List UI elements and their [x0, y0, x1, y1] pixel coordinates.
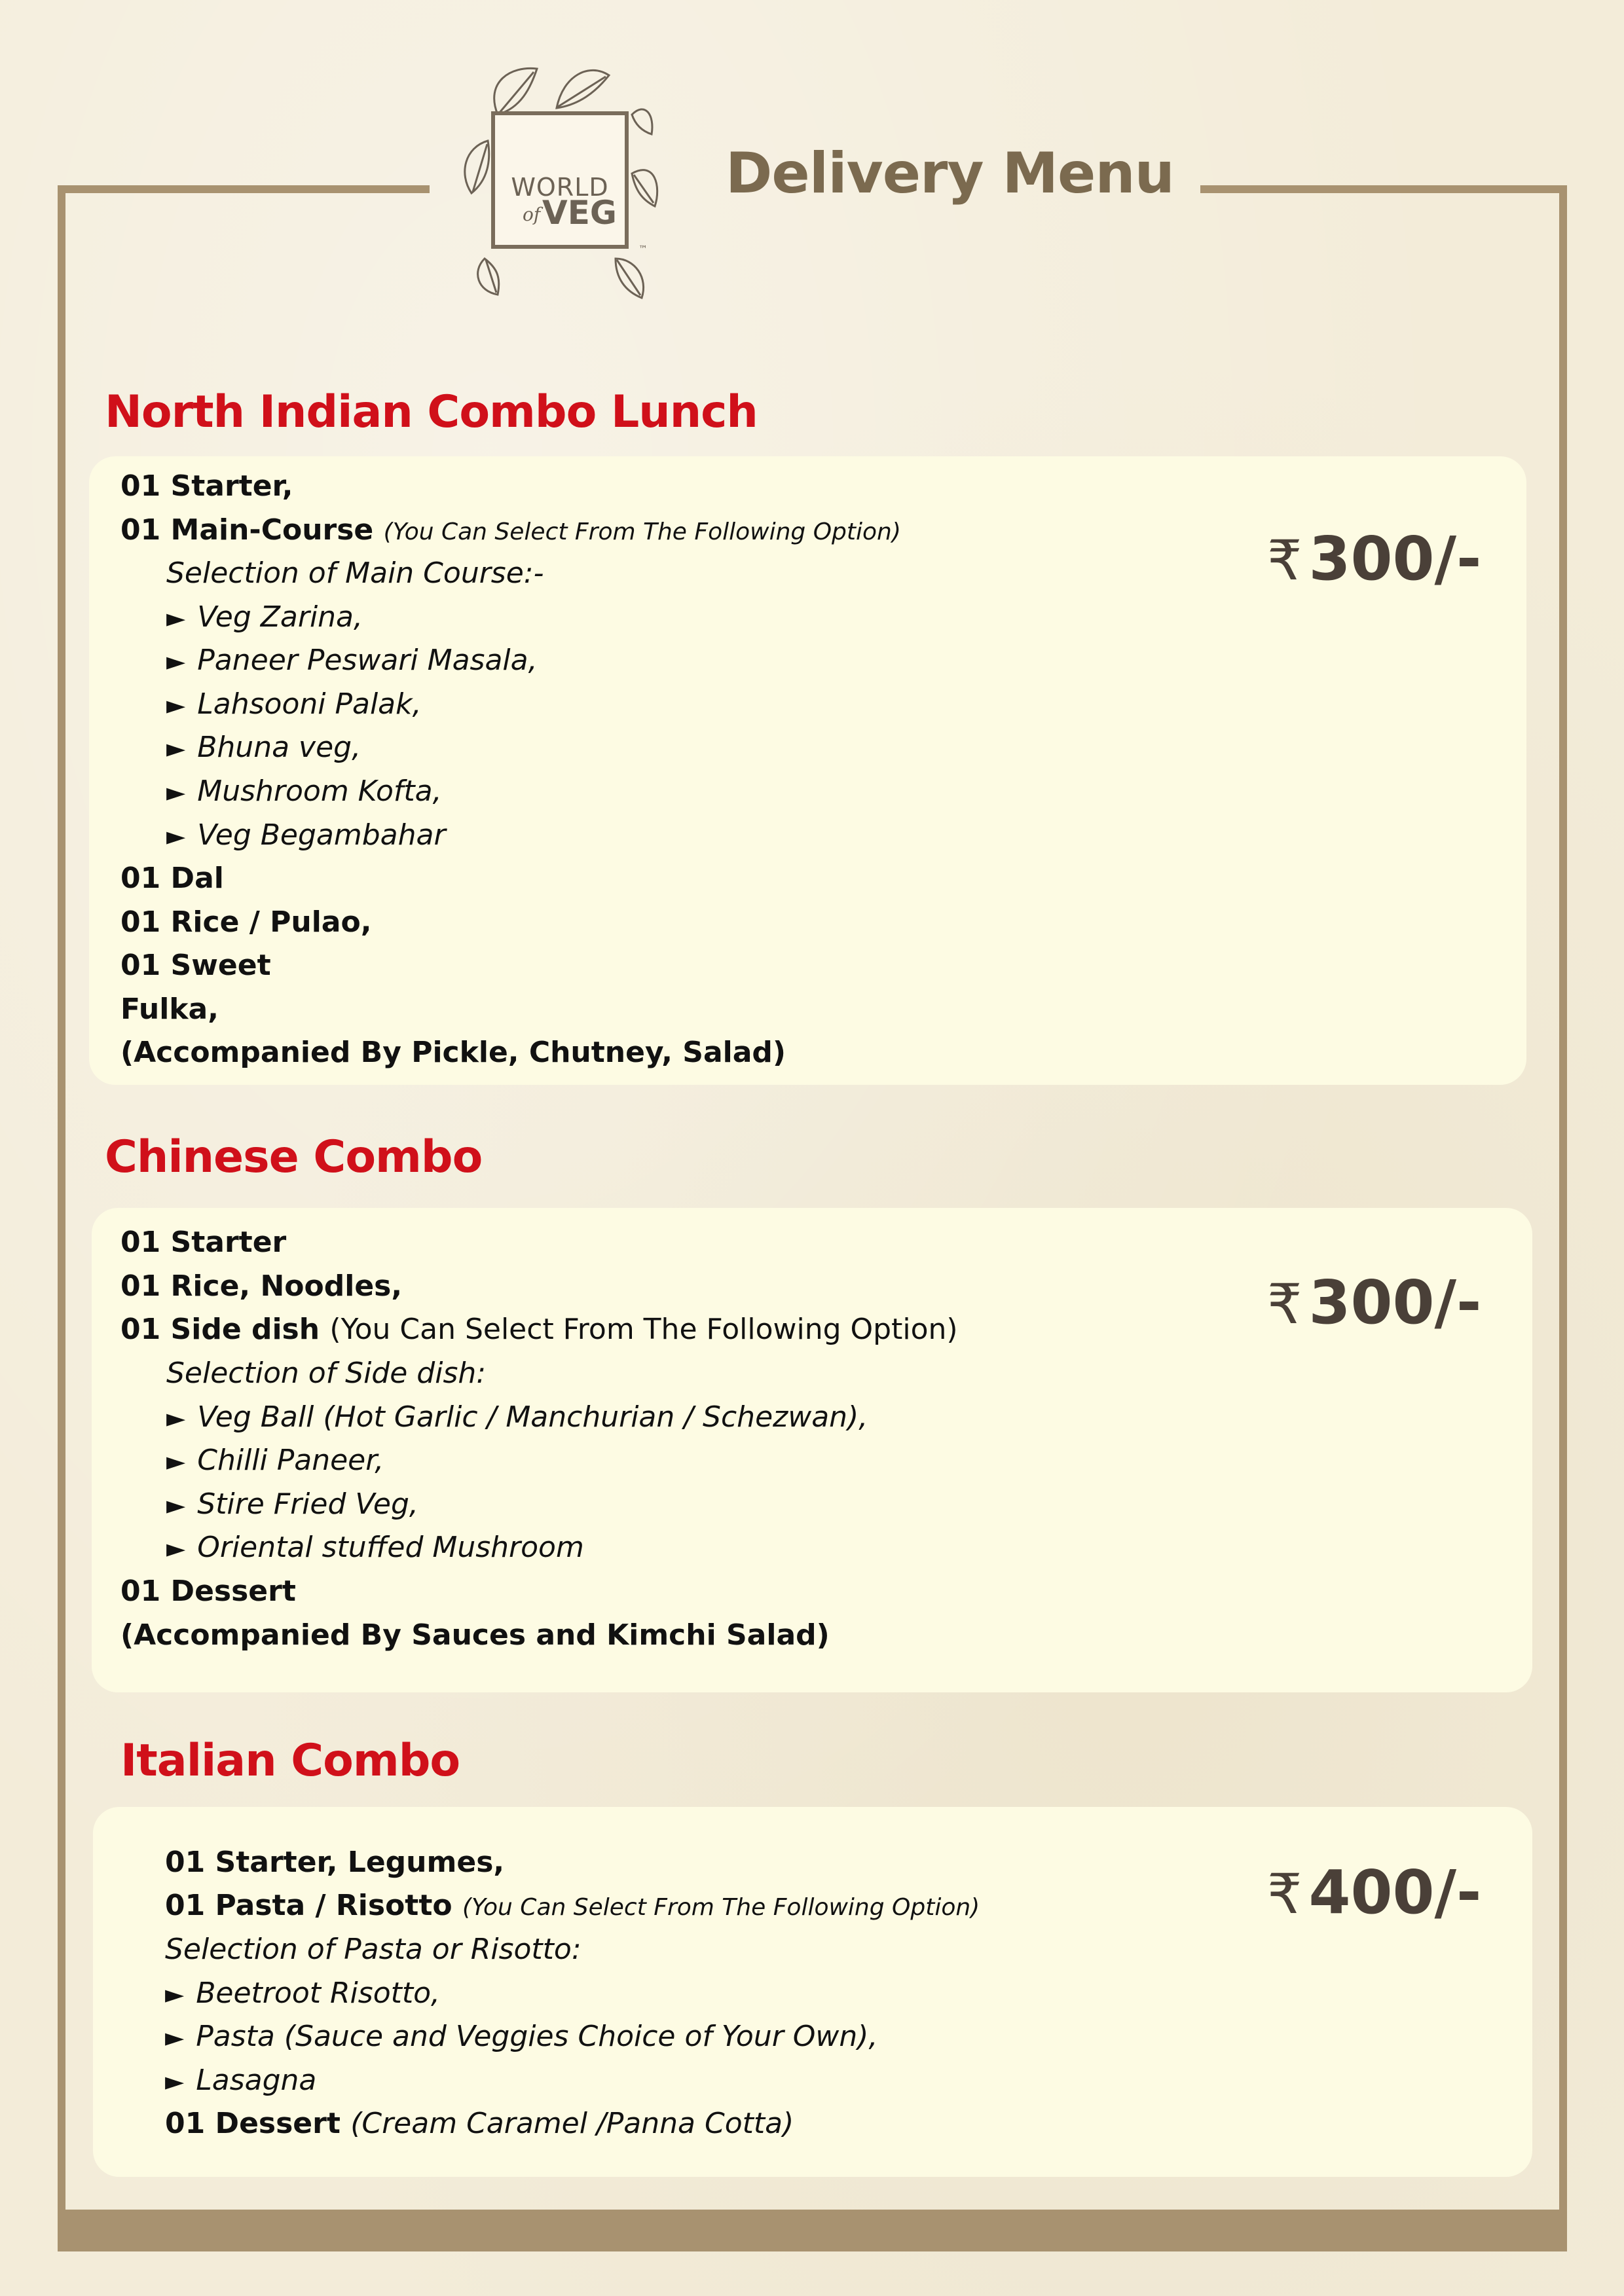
- frame-bottom: [58, 2210, 1567, 2251]
- list-item-text: Veg Zarina,: [197, 600, 363, 634]
- menu-line: [120, 509, 901, 554]
- list-item: [165, 2059, 316, 2103]
- menu-line: (Accompanied By Sauces and Kimchi Salad): [120, 1618, 830, 1652]
- price-value: 300/-: [1308, 1267, 1482, 1338]
- bullet-arrow-icon: ►: [166, 647, 186, 676]
- list-item-text: Veg Ball (Hot Garlic / Manchurian / Schezwan),: [197, 1400, 868, 1434]
- price-value: 400/-: [1308, 1857, 1482, 1927]
- menu-line: 01 Rice / Pulao,: [120, 905, 372, 939]
- page-title: Delivery Menu: [726, 141, 1174, 206]
- menu-line: Fulka,: [120, 993, 219, 1026]
- list-item: [166, 639, 538, 683]
- menu-line: Selection of Main Course:-: [166, 556, 544, 590]
- menu-line-text: 01 Side dish: [120, 1313, 320, 1346]
- frame-left: [58, 185, 65, 2210]
- menu-line: (Accompanied By Pickle, Chutney, Salad): [120, 1036, 786, 1069]
- menu-line: 01 Dal: [120, 862, 224, 895]
- list-item-text: Pasta (Sauce and Veggies Choice of Your Own),: [196, 2020, 878, 2053]
- list-item: [166, 814, 446, 858]
- logo-of: of: [523, 204, 541, 225]
- section-title-italian: Italian Combo: [120, 1735, 460, 1787]
- price-italian: [1267, 1857, 1481, 1927]
- bullet-arrow-icon: ►: [165, 2023, 185, 2052]
- menu-line: 01 Starter,: [120, 469, 293, 503]
- logo-veg: VEG: [542, 194, 617, 232]
- menu-line: [165, 2102, 794, 2145]
- bullet-arrow-icon: ►: [166, 1491, 186, 1520]
- menu-line-text: 01 Pasta / Risotto: [165, 1889, 452, 1922]
- bullet-arrow-icon: ►: [166, 734, 186, 763]
- menu-line: 01 Starter: [120, 1226, 287, 1259]
- bullet-arrow-icon: ►: [166, 778, 186, 807]
- list-item-text: Oriental stuffed Mushroom: [197, 1531, 584, 1564]
- frame-right: [1559, 185, 1567, 2210]
- bullet-arrow-icon: ►: [166, 691, 186, 720]
- list-item-text: Paneer Peswari Masala,: [197, 644, 538, 677]
- list-item: [165, 2015, 877, 2059]
- logo-box: [491, 111, 629, 249]
- price-chinese: [1267, 1267, 1481, 1338]
- bullet-arrow-icon: ►: [165, 1980, 185, 2009]
- section-title-chinese: Chinese Combo: [105, 1131, 483, 1183]
- frame-top-right: [1200, 185, 1567, 193]
- menu-line: 01 Sweet: [120, 949, 271, 982]
- list-item-text: Stire Fried Veg,: [197, 1487, 418, 1521]
- list-item: [166, 1396, 868, 1440]
- bullet-arrow-icon: ►: [166, 604, 186, 632]
- list-item-text: Lahsooni Palak,: [197, 687, 422, 721]
- rupee-icon: ₹: [1267, 1862, 1302, 1926]
- list-item: [166, 683, 422, 727]
- menu-line-note: (You Can Select From The Following Option): [383, 519, 901, 545]
- list-item: [166, 770, 442, 814]
- list-item: [166, 596, 363, 640]
- list-item: [166, 726, 361, 770]
- list-item-text: Mushroom Kofta,: [197, 774, 442, 808]
- logo-trademark: ™: [638, 244, 648, 255]
- list-item: [165, 1972, 440, 2016]
- price-north-indian: [1267, 524, 1481, 594]
- menu-line-text: 01 Dessert: [165, 2107, 341, 2140]
- list-item-text: Lasagna: [196, 2064, 317, 2097]
- bullet-arrow-icon: ►: [166, 1404, 186, 1432]
- list-item: [166, 1483, 418, 1527]
- bullet-arrow-icon: ►: [166, 1447, 186, 1476]
- list-item-text: Beetroot Risotto,: [196, 1977, 441, 2010]
- bullet-arrow-icon: ►: [166, 1534, 186, 1563]
- world-of-veg-logo: [458, 62, 661, 304]
- list-item: [166, 1526, 584, 1570]
- menu-line: Selection of Side dish:: [166, 1357, 487, 1390]
- list-item-text: Bhuna veg,: [197, 731, 361, 764]
- list-item: [166, 1439, 384, 1483]
- menu-line-note: (Cream Caramel /Panna Cotta): [350, 2107, 794, 2140]
- menu-line: [120, 1308, 958, 1351]
- list-item-text: Chilli Paneer,: [197, 1444, 384, 1477]
- menu-line: 01 Starter, Legumes,: [165, 1846, 505, 1879]
- menu-line-note: (You Can Select From The Following Option): [462, 1894, 980, 1921]
- price-value: 300/-: [1308, 524, 1482, 594]
- menu-line-text: 01 Main-Course: [120, 513, 374, 547]
- list-item-text: Veg Begambahar: [197, 818, 446, 852]
- bullet-arrow-icon: ►: [166, 822, 186, 850]
- menu-line-note: (You Can Select From The Following Option): [329, 1313, 958, 1346]
- menu-line: Selection of Pasta or Risotto:: [165, 1933, 581, 1966]
- menu-line: 01 Rice, Noodles,: [120, 1269, 403, 1303]
- menu-line: [165, 1884, 980, 1929]
- section-title-north-indian: North Indian Combo Lunch: [105, 386, 758, 438]
- logo-world: WORLD: [511, 173, 609, 202]
- frame-top-left: [58, 185, 430, 193]
- rupee-icon: ₹: [1267, 528, 1302, 592]
- menu-line: 01 Dessert: [120, 1575, 296, 1608]
- rupee-icon: ₹: [1267, 1272, 1302, 1336]
- bullet-arrow-icon: ►: [165, 2067, 185, 2096]
